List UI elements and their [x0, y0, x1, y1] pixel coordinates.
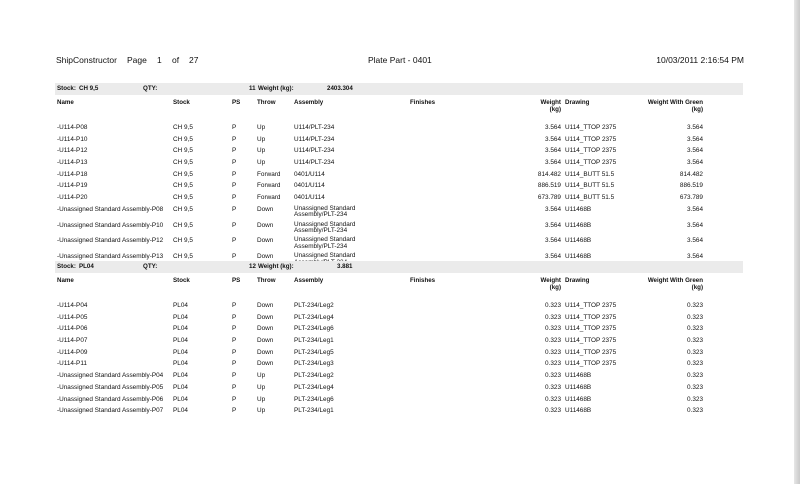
- part-throw: Down: [257, 313, 274, 321]
- part-throw: Down: [257, 221, 274, 229]
- part-drawing: U114_BUTT 51.5: [565, 170, 615, 178]
- part-ps: P: [232, 124, 237, 131]
- part-throw: Down: [257, 205, 274, 213]
- part-drawing: U114_TTOP 2375: [565, 135, 617, 143]
- part-name: -Unassigned Standard Assembly-P07: [57, 407, 164, 415]
- part-stock: CH 9,5: [173, 159, 193, 167]
- qty-label: QTY:: [143, 263, 158, 270]
- col-weight-green: Weight With Green (kg): [647, 99, 703, 113]
- part-stock: PL04: [173, 372, 188, 380]
- section-summary-band: [55, 83, 743, 95]
- part-name: -U114-P06: [57, 325, 88, 333]
- part-stock: CH 9,5: [173, 205, 193, 213]
- part-ps: P: [232, 182, 237, 190]
- part-ps: P: [232, 221, 237, 229]
- part-stock: CH 9,5: [173, 182, 193, 190]
- table-row: [55, 135, 743, 147]
- part-throw: Up: [257, 372, 266, 380]
- part-ps: P: [232, 372, 237, 380]
- part-throw: Up: [257, 135, 266, 143]
- part-name: -U114-P12: [57, 147, 88, 155]
- part-weight: 0.323: [545, 407, 561, 415]
- part-drawing: U11468B: [565, 253, 592, 261]
- qty-label: QTY:: [143, 85, 158, 92]
- table-row: [55, 359, 743, 371]
- col-throw: Throw: [257, 99, 276, 106]
- part-assembly: PLT-234/Leg6: [294, 395, 334, 403]
- part-name: -U114-P05: [57, 313, 88, 321]
- part-throw: Down: [257, 337, 274, 345]
- part-name: -U114-P11: [57, 360, 87, 368]
- weight-label: Weight (kg):: [258, 85, 294, 92]
- table-body: [55, 123, 743, 268]
- part-drawing: U114_TTOP 2375: [565, 337, 617, 345]
- part-ps: P: [232, 170, 237, 178]
- part-assembly: 0401/U114: [294, 170, 325, 178]
- part-stock: CH 9,5: [173, 237, 193, 245]
- part-ps: P: [232, 194, 237, 202]
- part-name: -U114-P04: [57, 302, 88, 309]
- part-name: -U114-P09: [57, 348, 88, 356]
- part-throw: Up: [257, 407, 266, 415]
- part-assembly: 0401/U114: [294, 194, 325, 202]
- table-row: [55, 221, 743, 237]
- part-weight: 0.323: [545, 325, 561, 333]
- table-row: [55, 158, 743, 170]
- part-throw: Up: [257, 395, 266, 403]
- column-headers: [55, 95, 743, 123]
- part-ps: P: [232, 325, 237, 333]
- part-assembly: U114/PLT-234: [294, 135, 335, 143]
- stock-value: PL04: [79, 263, 94, 270]
- part-ps: P: [232, 313, 237, 321]
- part-stock: PL04: [173, 360, 188, 368]
- part-weight: 3.564: [545, 237, 561, 245]
- part-weight-green: 3.564: [687, 159, 703, 167]
- stock-label: Stock:: [57, 85, 76, 92]
- part-assembly: Unassigned Standard: [294, 252, 356, 260]
- part-ps: P: [232, 383, 237, 391]
- part-weight-green: 3.564: [687, 253, 703, 261]
- col-ps: PS: [232, 99, 241, 106]
- col-weight: Weight (kg): [540, 99, 561, 113]
- part-drawing: U114_TTOP 2375: [565, 147, 617, 155]
- part-assembly: Unassigned Standard Assembly/PLT-234: [294, 236, 356, 250]
- part-drawing: U114_TTOP 2375: [565, 124, 617, 131]
- part-name: -Unassigned Standard Assembly-P06: [57, 395, 164, 403]
- part-ps: P: [232, 302, 237, 309]
- table-row: [55, 324, 743, 336]
- part-name: -Unassigned Standard Assembly-P13: [57, 253, 164, 261]
- page-edge: [794, 0, 800, 484]
- part-throw: Up: [257, 147, 266, 155]
- table-row: [55, 181, 743, 193]
- app-name: ShipConstructor: [56, 55, 117, 65]
- stock-section: [55, 83, 743, 268]
- col-name: Name: [57, 277, 74, 284]
- part-assembly: PLT-234/Leg4: [294, 313, 334, 321]
- col-stock: Stock: [173, 277, 190, 284]
- part-name: -U114-P18: [57, 170, 88, 178]
- part-weight-green: 3.564: [687, 135, 703, 143]
- table-row: [55, 146, 743, 158]
- part-stock: PL04: [173, 325, 188, 333]
- table-row: [55, 383, 743, 395]
- table-row: [55, 193, 743, 205]
- qty-value: 11: [249, 85, 256, 92]
- col-drawing: Drawing: [565, 277, 590, 284]
- part-weight: 3.564: [545, 205, 561, 213]
- part-weight-green: 0.323: [687, 407, 703, 415]
- part-drawing: U114_TTOP 2375: [565, 302, 617, 309]
- part-drawing: U114_TTOP 2375: [565, 159, 617, 167]
- part-weight-green: 3.564: [687, 205, 703, 213]
- part-weight: 3.564: [545, 159, 561, 167]
- stock-label: Stock:: [57, 263, 76, 270]
- part-stock: PL04: [173, 407, 188, 415]
- part-weight-green: 0.323: [687, 325, 703, 333]
- part-name: -U114-P19: [57, 182, 88, 190]
- part-stock: CH 9,5: [173, 124, 193, 131]
- part-weight: 673.789: [537, 194, 561, 202]
- part-weight-green: 3.564: [687, 221, 703, 229]
- part-weight-green: 814.482: [679, 170, 703, 178]
- col-throw: Throw: [257, 277, 276, 284]
- part-drawing: U114_BUTT 51.5: [565, 194, 615, 202]
- table-row: [55, 395, 743, 407]
- part-assembly: PLT-234/Leg2: [294, 372, 334, 380]
- part-drawing: U11468B: [565, 221, 592, 229]
- qty-value: 12: [249, 263, 256, 270]
- col-weight-green: Weight With Green (kg): [647, 277, 703, 291]
- part-throw: Down: [257, 348, 274, 356]
- part-weight: 3.564: [545, 221, 561, 229]
- part-drawing: U114_TTOP 2375: [565, 360, 617, 368]
- table-row: [55, 170, 743, 182]
- report-title: Plate Part - 0401: [368, 55, 432, 65]
- part-ps: P: [232, 337, 237, 345]
- col-finishes: Finishes: [410, 99, 436, 106]
- weight-label: Weight (kg):: [258, 263, 294, 270]
- part-assembly: Unassigned Standard Assembly/PLT-234: [294, 204, 356, 219]
- part-weight: 814.482: [537, 170, 561, 178]
- table-body: [55, 301, 743, 418]
- col-assembly: Assembly: [294, 99, 324, 106]
- part-assembly: Unassigned Standard Assembly/PLT-234: [294, 220, 356, 235]
- part-weight-green: 673.789: [679, 194, 703, 202]
- part-drawing: U11468B: [565, 205, 592, 213]
- part-assembly: U114/PLT-234: [294, 124, 335, 131]
- part-throw: Down: [257, 302, 274, 309]
- col-ps: PS: [232, 277, 241, 284]
- part-weight-green: 0.323: [687, 395, 703, 403]
- part-ps: P: [232, 348, 237, 356]
- part-stock: PL04: [173, 302, 188, 309]
- part-assembly: PLT-234/Leg2: [294, 302, 334, 309]
- part-weight-green: 0.323: [687, 383, 703, 391]
- part-name: -Unassigned Standard Assembly-P10: [57, 221, 164, 229]
- part-weight: 3.564: [545, 124, 561, 131]
- part-drawing: U11468B: [565, 372, 592, 380]
- part-assembly: U114/PLT-234: [294, 159, 335, 167]
- part-stock: CH 9,5: [173, 253, 193, 261]
- part-weight: 3.564: [545, 135, 561, 143]
- part-weight: 886.519: [537, 182, 561, 190]
- part-assembly: PLT-234/Leg6: [294, 325, 334, 333]
- part-weight: 0.323: [545, 337, 561, 345]
- part-stock: CH 9,5: [173, 221, 193, 229]
- table-row: [55, 371, 743, 383]
- part-throw: Up: [257, 159, 266, 167]
- part-throw: Down: [257, 360, 274, 368]
- part-ps: P: [232, 407, 237, 415]
- report-timestamp: 10/03/2011 2:16:54 PM: [656, 55, 744, 65]
- part-stock: PL04: [173, 395, 188, 403]
- page-number: 1: [157, 55, 162, 65]
- part-assembly: U114/PLT-234: [294, 147, 335, 155]
- part-ps: P: [232, 237, 237, 245]
- part-throw: Up: [257, 124, 266, 131]
- part-weight-green: 3.564: [687, 147, 703, 155]
- part-ps: P: [232, 159, 237, 167]
- part-throw: Down: [257, 237, 274, 245]
- part-weight-green: 0.323: [687, 313, 703, 321]
- part-weight-green: 886.519: [679, 182, 703, 190]
- part-drawing: U114_TTOP 2375: [565, 348, 617, 356]
- col-name: Name: [57, 99, 74, 106]
- part-stock: PL04: [173, 337, 188, 345]
- part-weight: 3.564: [545, 253, 561, 261]
- part-ps: P: [232, 360, 237, 368]
- part-name: -Unassigned Standard Assembly-P05: [57, 383, 164, 391]
- part-weight: 0.323: [545, 383, 561, 391]
- table-row: [55, 301, 743, 313]
- part-drawing: U114_BUTT 51.5: [565, 182, 615, 190]
- part-ps: P: [232, 147, 237, 155]
- table-row: [55, 236, 743, 252]
- part-drawing: U114_TTOP 2375: [565, 325, 617, 333]
- column-headers: [55, 273, 743, 301]
- part-weight-green: 3.564: [687, 237, 703, 245]
- part-name: -U114-P07: [57, 337, 88, 345]
- col-drawing: Drawing: [565, 99, 590, 106]
- report-header: [0, 55, 800, 69]
- part-name: -U114-P20: [57, 194, 88, 202]
- part-name: -Unassigned Standard Assembly-P12: [57, 237, 164, 245]
- part-drawing: U114_TTOP 2375: [565, 313, 617, 321]
- part-weight-green: 0.323: [687, 302, 703, 309]
- part-stock: CH 9,5: [173, 170, 193, 178]
- part-throw: Down: [257, 325, 274, 333]
- part-ps: P: [232, 395, 237, 403]
- col-stock: Stock: [173, 99, 190, 106]
- part-ps: P: [232, 253, 237, 261]
- stock-value: CH 9,5: [79, 85, 99, 92]
- part-weight: 3.564: [545, 147, 561, 155]
- page-label: Page: [127, 55, 147, 65]
- table-row: [55, 123, 743, 135]
- part-name: -U114-P13: [57, 159, 88, 167]
- weight-value: 2403.304: [327, 85, 353, 92]
- section-summary-band: [55, 261, 743, 273]
- part-weight: 0.323: [545, 372, 561, 380]
- part-name: -Unassigned Standard Assembly-P08: [57, 205, 164, 213]
- part-weight-green: 0.323: [687, 348, 703, 356]
- weight-value: 3.881: [337, 263, 353, 270]
- part-weight: 0.323: [545, 348, 561, 356]
- part-name: -U114-P10: [57, 135, 88, 143]
- part-throw: Forward: [257, 194, 281, 202]
- part-stock: PL04: [173, 383, 188, 391]
- table-row: [55, 336, 743, 348]
- part-weight: 0.323: [545, 360, 561, 368]
- part-throw: Up: [257, 383, 266, 391]
- part-weight: 0.323: [545, 313, 561, 321]
- part-throw: Down: [257, 253, 274, 261]
- col-weight: Weight (kg): [540, 277, 561, 291]
- part-assembly: PLT-234/Leg1: [294, 407, 334, 415]
- table-row: [55, 313, 743, 325]
- part-weight: 0.323: [545, 302, 561, 309]
- part-stock: CH 9,5: [173, 194, 193, 202]
- table-row: [55, 205, 743, 221]
- part-assembly: PLT-234/Leg3: [294, 360, 334, 368]
- part-throw: Forward: [257, 182, 281, 190]
- part-ps: P: [232, 205, 237, 213]
- table-row: [55, 406, 743, 418]
- of-label: of: [172, 55, 180, 65]
- part-ps: P: [232, 135, 237, 143]
- part-weight-green: 0.323: [687, 337, 703, 345]
- page-total: 27: [189, 55, 199, 65]
- part-assembly: 0401/U114: [294, 182, 325, 190]
- part-throw: Forward: [257, 170, 281, 178]
- col-assembly: Assembly: [294, 277, 324, 284]
- part-drawing: U11468B: [565, 383, 592, 391]
- part-stock: CH 9,5: [173, 147, 193, 155]
- part-name: -Unassigned Standard Assembly-P04: [57, 372, 164, 380]
- part-weight-green: 3.564: [687, 124, 703, 131]
- part-assembly: PLT-234/Leg1: [294, 337, 334, 345]
- part-drawing: U11468B: [565, 407, 592, 415]
- part-stock: PL04: [173, 348, 188, 356]
- part-weight-green: 0.323: [687, 360, 703, 368]
- part-weight-green: 0.323: [687, 372, 703, 380]
- part-stock: CH 9,5: [173, 135, 193, 143]
- part-name: -U114-P08: [57, 124, 88, 131]
- stock-section: [55, 261, 743, 418]
- part-weight: 0.323: [545, 395, 561, 403]
- part-drawing: U11468B: [565, 395, 592, 403]
- part-assembly: PLT-234/Leg4: [294, 383, 334, 391]
- part-assembly: PLT-234/Leg5: [294, 348, 334, 356]
- part-stock: PL04: [173, 313, 188, 321]
- part-drawing: U11468B: [565, 237, 592, 245]
- col-finishes: Finishes: [410, 277, 436, 284]
- table-row: [55, 348, 743, 360]
